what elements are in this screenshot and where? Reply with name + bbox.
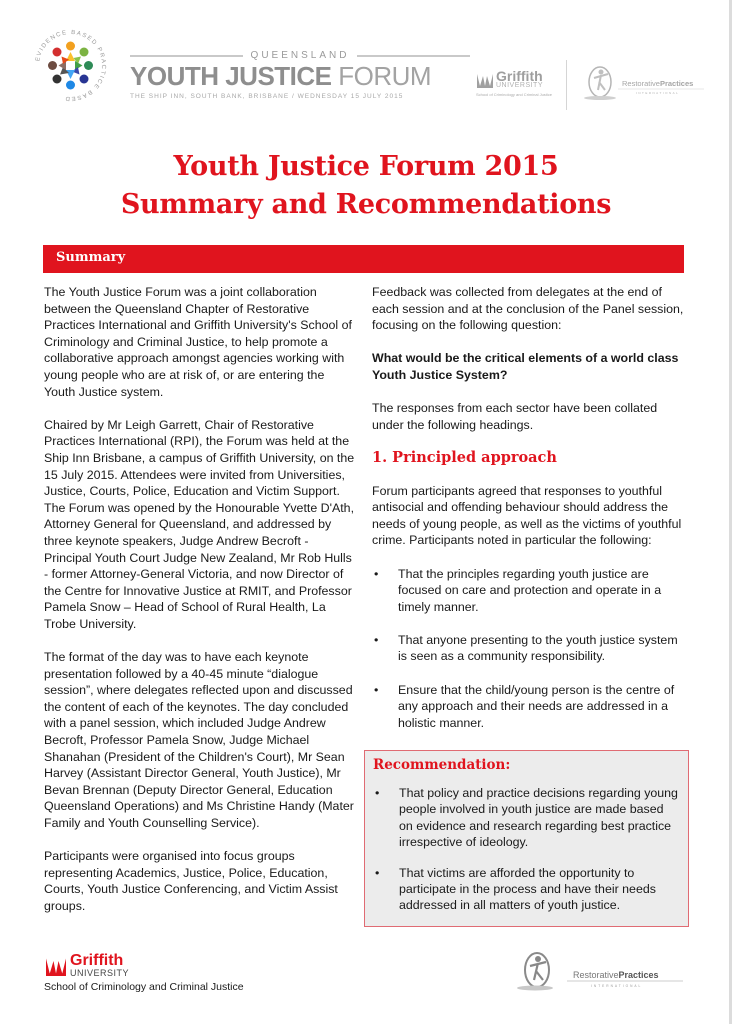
rpi-figure-icon	[535, 956, 541, 962]
rpi-sub: INTERNATIONAL	[636, 91, 680, 95]
list-item: • That policy and practice decisions regarding young people involved in youth justice are made based on evidence and research regarding best practice irrespective of ideology.	[373, 785, 678, 851]
footer-rpi-name-light: Restorative	[573, 970, 619, 980]
header-title-bold: YOUTH JUSTICE	[130, 61, 332, 91]
footer-rpi-logo	[515, 948, 685, 998]
logo-ring-text: EVIDENCE BASED PRACTICE BASED	[35, 29, 107, 102]
right-column	[372, 284, 688, 748]
footer-school-name: School of Criminology and Criminal Justice	[44, 981, 244, 993]
left-column	[44, 284, 356, 931]
page-title-line-1: Youth Justice Forum 2015	[173, 151, 559, 182]
griffith-crest-icon	[44, 956, 68, 976]
summary-paragraph-3: The format of the day was to have each keynote presentation followed by a 40-45 minute “dialogue session”, where delegates reflected upon and discussed the content of each of the keynotes. The day concluded with a panel session, which included Judge Andrew Becroft, Professor Pamela Snow, Judge Michael Shanahan (President of the Children's Court), Mr Sean Harvey (Assistant Director General, Youth Justice), Mr Bevan Brennan (Deputy Director General, Education Queensland Operations) and Ms Christine Handy (Mater Family and Youth Counselling Service).	[44, 650, 354, 830]
header-logo-divider	[566, 60, 567, 110]
forum-logo	[33, 28, 108, 103]
svg-text:RestorativePractices	[622, 79, 693, 88]
page-title-line-2: Summary and Recommendations	[120, 189, 612, 220]
recommendation-box	[364, 750, 689, 927]
recommendation-title: Recommendation:	[373, 757, 511, 773]
logo-people-figures	[48, 42, 93, 90]
summary-paragraph-4: Participants were organised into focus groups representing Academics, Justice, Police, Education, Courts, Youth Justice Conferencing, and Victim Assist groups.	[44, 849, 338, 913]
svg-text:EVIDENCE BASED PRACTICE BASED	[35, 30, 106, 101]
recommendation-list	[373, 785, 678, 914]
feedback-intro: Feedback was collected from delegates at the end of each session and at the conclusion of the Panel session, focusing on the following question:	[372, 285, 684, 333]
principled-approach-body: Forum participants agreed that responses to youthful antisocial and offending behaviour should address the needs of young people, as well as the victims of youthful crime. Participants noted in particular the following:	[372, 483, 682, 548]
section-bar-summary	[43, 245, 684, 273]
header-region: QUEENSLAND	[250, 50, 350, 61]
key-question: What would be the critical elements of a world class Youth Justice System?	[372, 351, 679, 382]
footer-griffith-word: Griffith	[70, 952, 124, 969]
footer-rpi-sub: INTERNATIONAL	[591, 984, 643, 988]
header-title-light: FORUM	[338, 61, 432, 91]
griffith-school-small: School of Criminology and Criminal Justice	[476, 92, 553, 97]
rpi-name-light: Restorative	[622, 79, 660, 88]
griffith-university: UNIVERSITY	[496, 82, 544, 89]
page-title	[0, 148, 732, 224]
list-item: • That the principles regarding youth justice are focused on care and protection and operate in a timely manner.	[372, 566, 688, 616]
forum-wordmark	[130, 50, 470, 100]
rpi-name-bold: Practices	[659, 79, 694, 88]
footer-griffith-logo	[44, 954, 244, 993]
rpi-figure-icon	[599, 70, 604, 75]
header-subtitle: THE SHIP INN, SOUTH BANK, BRISBANE / WEDNESDAY 15 JULY 2015	[130, 93, 404, 100]
summary-paragraph-1: The Youth Justice Forum was a joint collaboration between the Queensland Chapter of Restorative Practices International and Griffith University's School of Criminology and Criminal Justice, to help promote a collaborative approach amongst agencies working with young people who are at risk of, or are entering the Youth Justice system.	[44, 285, 352, 399]
header-rule-left	[130, 55, 243, 57]
footer-rpi-name-bold: Practices	[618, 970, 659, 980]
list-item: • That anyone presenting to the youth justice system is seen as a community responsibility.	[372, 632, 688, 665]
principled-approach-heading: 1. Principled approach	[372, 448, 557, 466]
responses-note: The responses from each sector have been collated under the following headings.	[372, 401, 658, 432]
footer-griffith-university: UNIVERSITY	[70, 968, 130, 978]
griffith-word: Griffith	[496, 68, 543, 84]
griffith-crest-icon	[476, 72, 494, 88]
header-rpi-logo	[578, 60, 718, 106]
header-griffith-logo	[476, 70, 568, 97]
header-rule-right	[357, 55, 470, 57]
list-item: • Ensure that the child/young person is the centre of any approach and their needs are addressed in a holistic manner.	[372, 682, 688, 732]
header-title	[130, 61, 470, 91]
summary-paragraph-2: Chaired by Mr Leigh Garrett, Chair of Restorative Practices International (RPI), the Forum was held at the Ship Inn Brisbane, a campus of Griffith University, on the 15 July 2015. Attendees were invited from Universities, Justice, Courts, Police, Education and Victim Support. The Forum was opened by the Honourable Yvette D'Ath, Attorney General for Queensland, and addressed by three keynote speakers, Judge Andrew Becroft - Principal Youth Court Judge New Zealand, Mr Rob Hulls - former Attorney-General Victoria, and now Director of the Centre for Innovative Justice at RMIT, and Professor Pamela Snow – Head of School of Rural Health, La Trobe University.	[44, 417, 355, 631]
section-label: Summary	[56, 250, 126, 265]
svg-text:RestorativePractices	[573, 970, 659, 980]
principles-list	[372, 566, 688, 732]
list-item: • That victims are afforded the opportunity to participate in the process and have their needs addressed in all matters of youth justice.	[373, 865, 678, 914]
